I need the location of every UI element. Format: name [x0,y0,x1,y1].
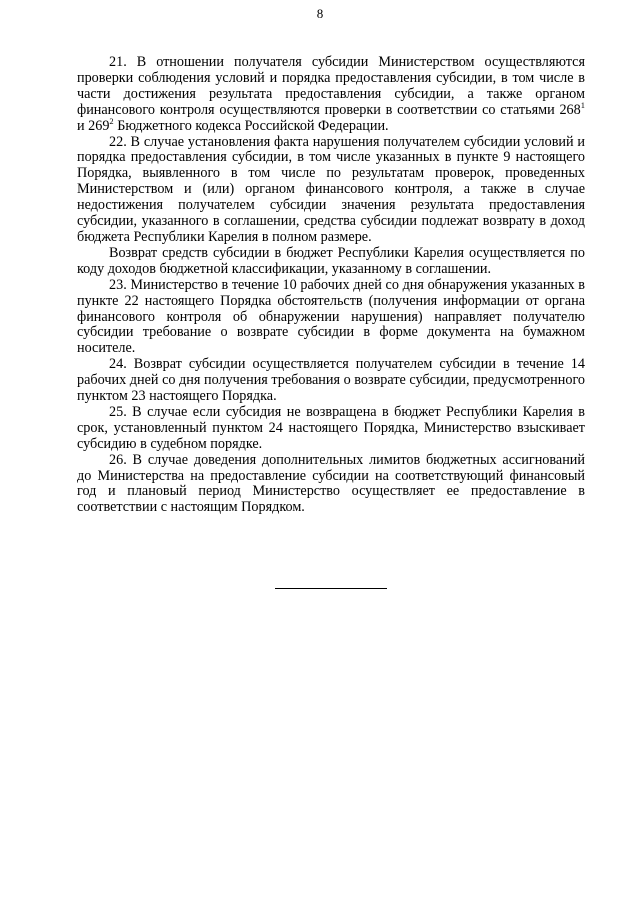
superscript-1: 1 [580,99,585,110]
paragraph-26: 26. В случае доведения дополнительных лимитов бюджетных ассигнований до Министерства на предоставление субсидии на соответствующий финансовый год и плановый период Министерство осуществляет ее предоставление в соответствии с настоящим Порядком. [77,451,585,516]
paragraph-24: 24. Возврат субсидии осуществляется получателем субсидии в течение 14 рабочих дней со дня получения требования о возврате субсидии, предусмотренного пунктом 23 настоящего Порядка. [77,356,585,405]
paragraph-21-text-part3: Бюджетного кодекса Российской Федерации. [113,117,389,134]
paragraph-25: 25. В случае если субсидия не возвращена в бюджет Республики Карелия в срок, установленный пунктом 24 настоящего Порядка, Министерство взыскивает субсидию в судебном порядке. [77,403,585,452]
paragraph-22: 22. В случае установления факта нарушения получателем субсидии условий и порядка предоставления субсидии, в том числе указанных в пункте 9 настоящего Порядка, выявленного в том числе по результатам проверок, проведенных Министерством и (или) органом финансового контроля, а также в случае недостижения получателем субсидии значения результата предоставления субсидии, указанного в соглашении, средства субсидии подлежат возврату в доход бюджета Республики Карелия в полном размере. [77,133,585,245]
page-number: 8 [316,6,324,21]
paragraph-21-text-part1: 21. В отношении получателя субсидии Министерством осуществляются проверки соблюдения условий и порядка предоставления субсидии, в том числе в части достижения результата предоставления субсидии, а также органом финансового контроля осуществляются проверки в соответствии со статьями 268 [77,54,585,118]
superscript-2: 2 [109,115,114,126]
document-body [77,55,585,516]
paragraph-22-refund: Возврат средств субсидии в бюджет Республики Карелия осуществляется по коду доходов бюджетной классификации, указанному в соглашении. [77,244,585,277]
paragraph-23: 23. Министерство в течение 10 рабочих дней со дня обнаружения указанных в пункте 22 настоящего Порядка обстоятельств (получения информации от органа финансового контроля об обнаружении нарушения) направляет получателю субсидии требование о возврате субсидии в форме документа на бумажном носителе. [77,276,585,357]
paragraph-21-text-part2: и 269 [77,117,110,134]
paragraph-21 [77,55,585,135]
closing-separator-line [275,588,387,589]
